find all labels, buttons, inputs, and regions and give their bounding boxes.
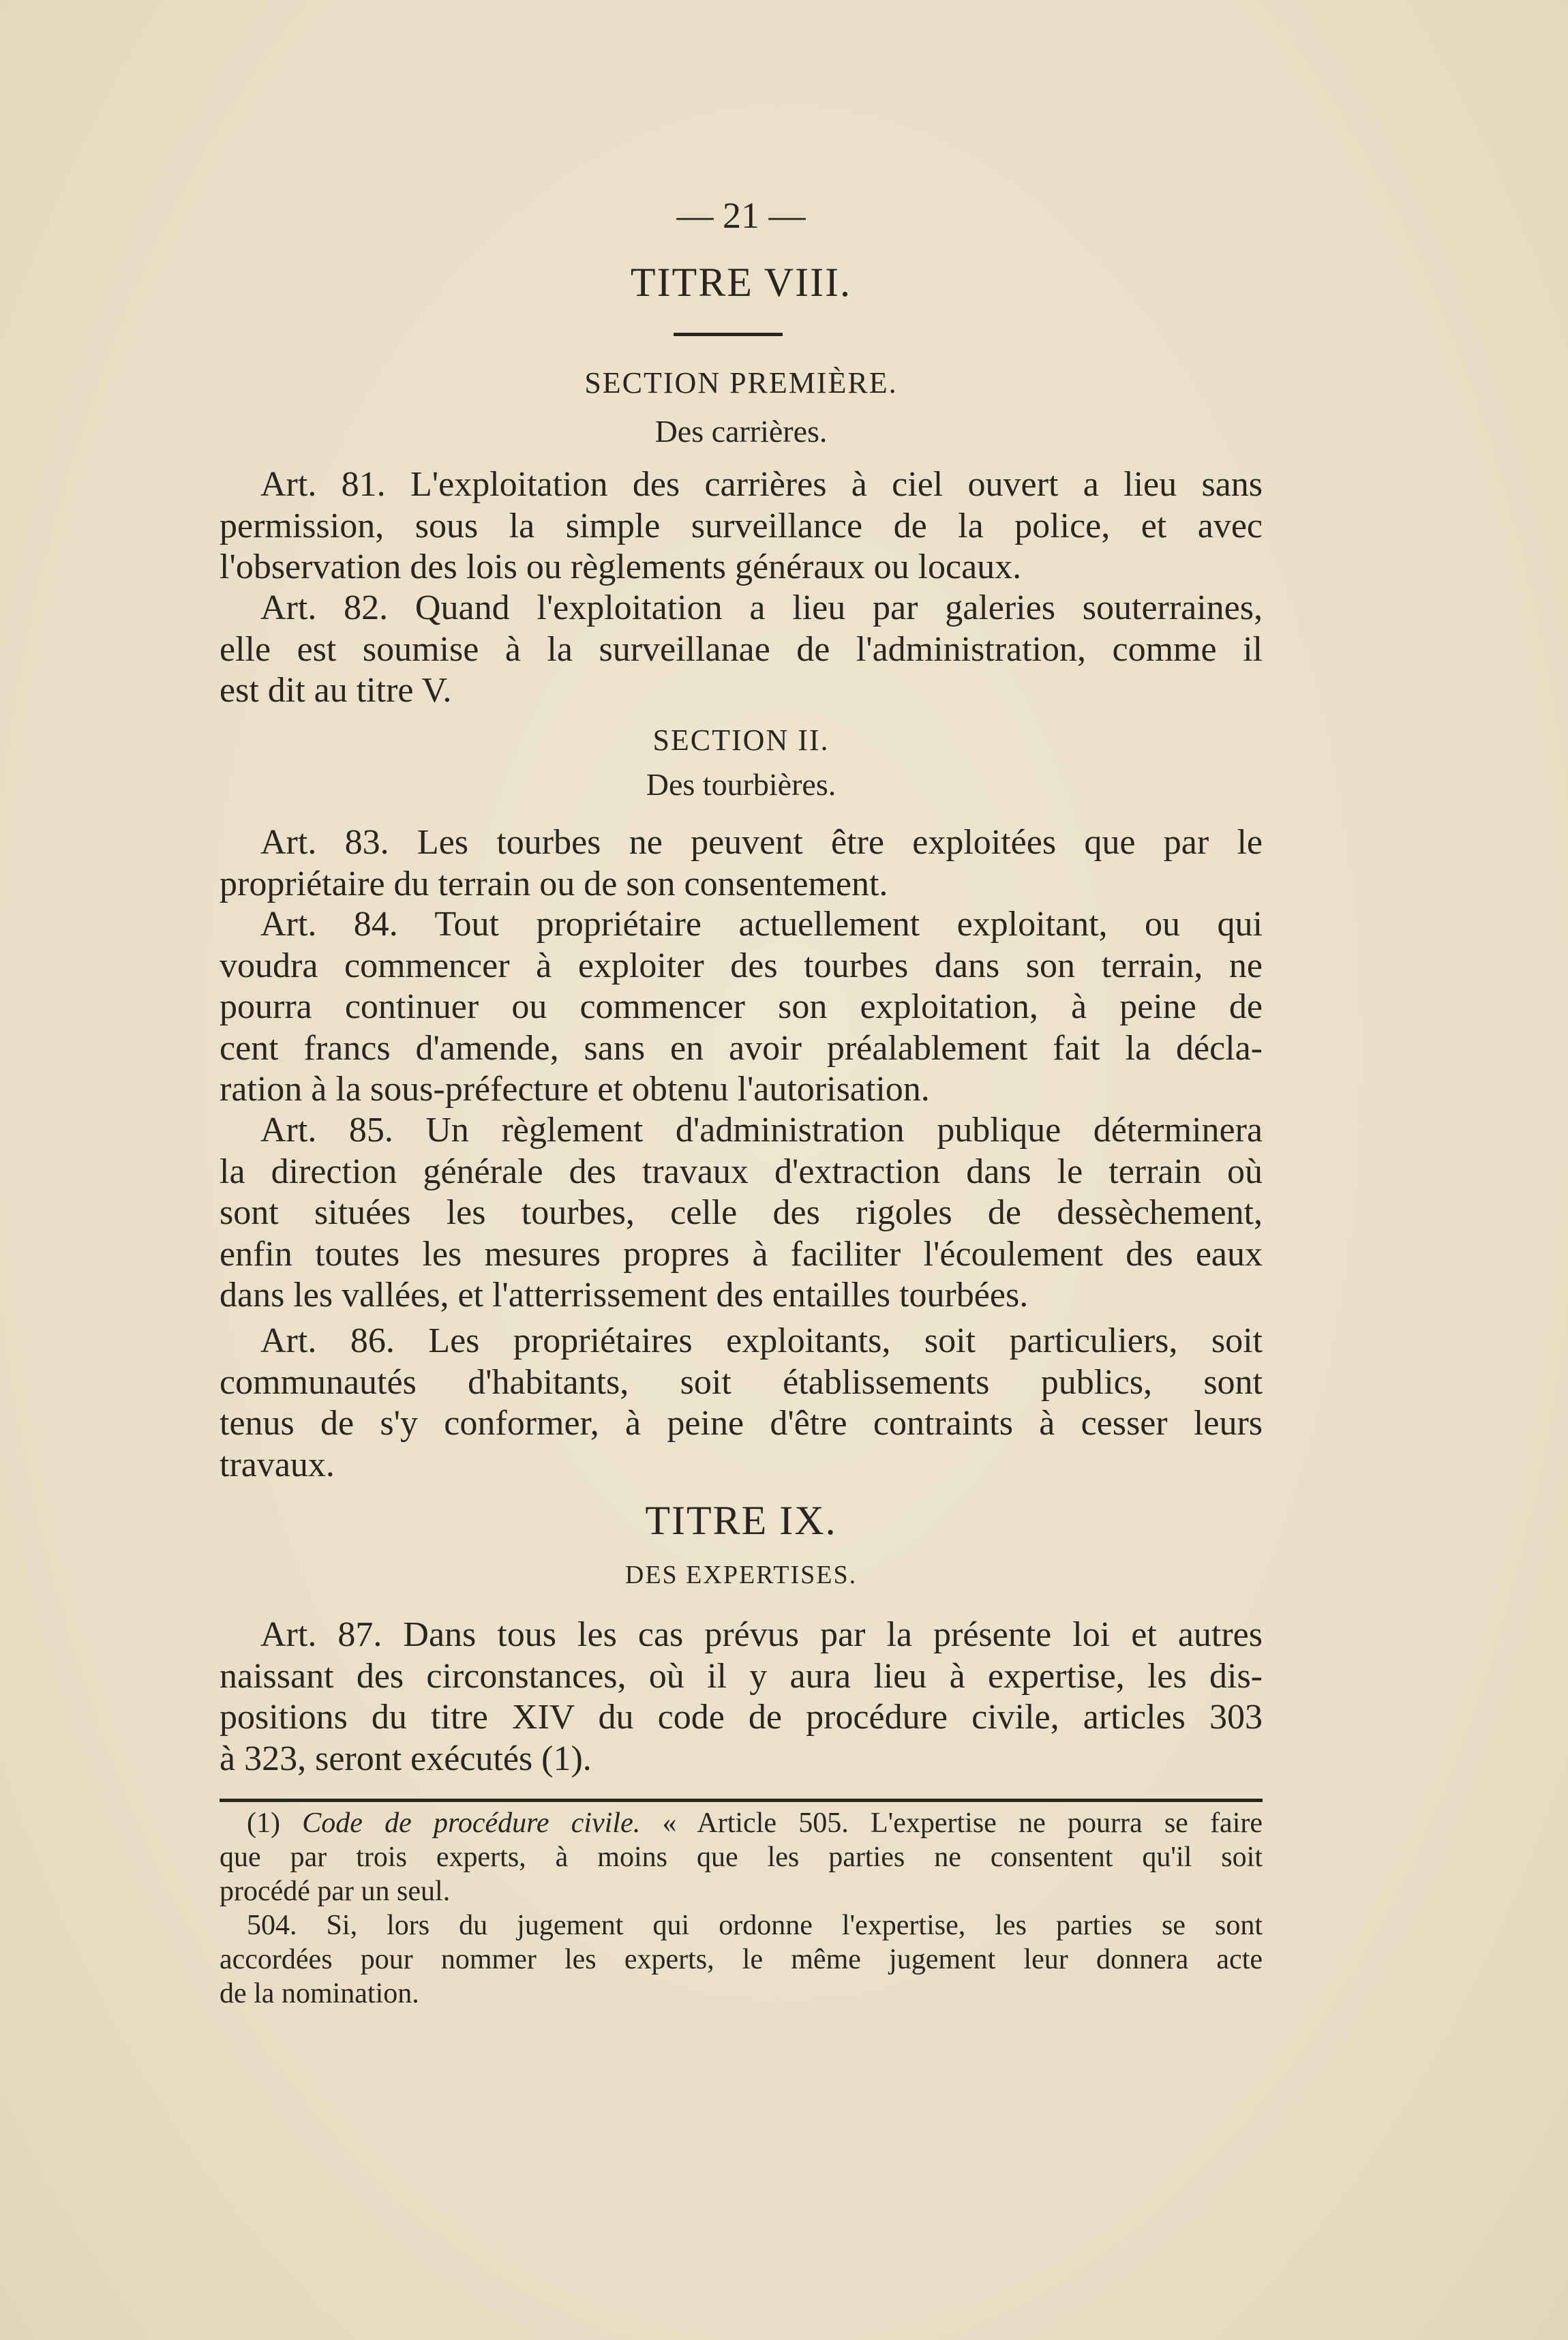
text-line: naissant des circonstances, où il y aura lieu à expertise, les dis- — [220, 1656, 1263, 1696]
text-line: voudra commencer à exploiter des tourbes dans son terrain, ne — [220, 946, 1263, 985]
title-viii: TITRE VIII. — [630, 260, 852, 305]
page-number: — 21 — — [676, 195, 806, 236]
article-85 — [220, 1110, 1263, 1317]
text-line: permission, sous la simple surveillance de la police, et avec — [220, 506, 1263, 545]
footnote-line: que par trois experts, à moins que les parties ne consentent qu'il soit — [220, 1842, 1263, 1873]
text-line: propriétaire du terrain ou de son consentement. — [220, 864, 888, 903]
title-rule — [674, 333, 783, 336]
footnote-marker: (1) — [247, 1807, 280, 1839]
text-line: l'observation des lois ou règlements généraux ou locaux. — [220, 548, 1022, 587]
text-line: travaux. — [220, 1445, 335, 1484]
text-line: pourra continuer ou commencer son exploitation, à peine de — [220, 987, 1263, 1027]
text-line: ration à la sous-préfecture et obtenu l'autorisation. — [220, 1070, 930, 1109]
article-84 — [220, 904, 1263, 1111]
text-line: sont situées les tourbes, celle des rigoles de dessèchement, — [220, 1193, 1263, 1233]
text-line: Art. 83. Les tourbes ne peuvent être exploitées que par le — [260, 823, 1263, 862]
footnote-line: procédé par un seul. — [220, 1876, 451, 1907]
text-line: elle est soumise à la surveillanae de l'administration, comme il — [220, 629, 1263, 669]
expertises-heading: DES EXPERTISES. — [624, 1561, 858, 1589]
title-ix: TITRE IX. — [645, 1498, 837, 1543]
footnote-line: de la nomination. — [220, 1978, 419, 2009]
text-line: cent francs d'amende, sans en avoir préalablement fait la décla- — [220, 1028, 1263, 1068]
footnote-rule — [220, 1799, 1263, 1802]
footnote-line: 504. Si, lors du jugement qui ordonne l'expertise, les parties se sont — [247, 1910, 1263, 1941]
footnote-line — [220, 1806, 1263, 1840]
section-1-heading: SECTION PREMIÈRE. — [584, 366, 898, 400]
text-line: est dit au titre V. — [220, 671, 452, 710]
text-line: enfin toutes les mesures propres à faciliter l'écoulement des eaux — [220, 1234, 1263, 1274]
footnote-source: Code de procédure civile. — [302, 1807, 641, 1839]
article-81 — [220, 464, 1263, 588]
text-line: Art. 81. L'exploitation des carrières à ciel ouvert a lieu sans — [260, 465, 1263, 504]
text-line: Art. 87. Dans tous les cas prévus par la présente loi et autres — [260, 1615, 1263, 1654]
text-line: Art. 84. Tout propriétaire actuellement exploitant, ou qui — [260, 905, 1263, 944]
text-line: la direction générale des travaux d'extraction dans le terrain où — [220, 1152, 1263, 1191]
footnote — [220, 1806, 1263, 2011]
footnote-text: « Article 505. L'expertise ne pourra se faire — [662, 1807, 1263, 1839]
article-82 — [220, 588, 1263, 712]
text-line: Art. 85. Un règlement d'administration publique déterminera — [260, 1111, 1263, 1150]
text-line: positions du titre XIV du code de procédure civile, articles 303 — [220, 1698, 1263, 1737]
text-line: à 323, seront exécutés (1). — [220, 1739, 592, 1778]
article-83 — [220, 822, 1263, 905]
footnote-line: accordées pour nommer les experts, le même jugement leur donnera acte — [220, 1944, 1263, 1975]
text-line: Art. 82. Quand l'exploitation a lieu par galeries souterraines, — [260, 588, 1263, 627]
section-1-subheading: Des carrières. — [654, 414, 828, 449]
section-2-heading: SECTION II. — [652, 723, 830, 757]
text-line: tenus de s'y conformer, à peine d'être contraints à cesser leurs — [220, 1404, 1263, 1443]
text-line: communautés d'habitants, soit établissements publics, sont — [220, 1362, 1263, 1402]
section-2-subheading: Des tourbières. — [646, 767, 836, 802]
article-86 — [220, 1321, 1263, 1486]
text-line: dans les vallées, et l'atterrissement des entailles tourbées. — [220, 1276, 1029, 1315]
text-line: Art. 86. Les propriétaires exploitants, soit particuliers, soit — [260, 1321, 1263, 1360]
article-87 — [220, 1615, 1263, 1780]
